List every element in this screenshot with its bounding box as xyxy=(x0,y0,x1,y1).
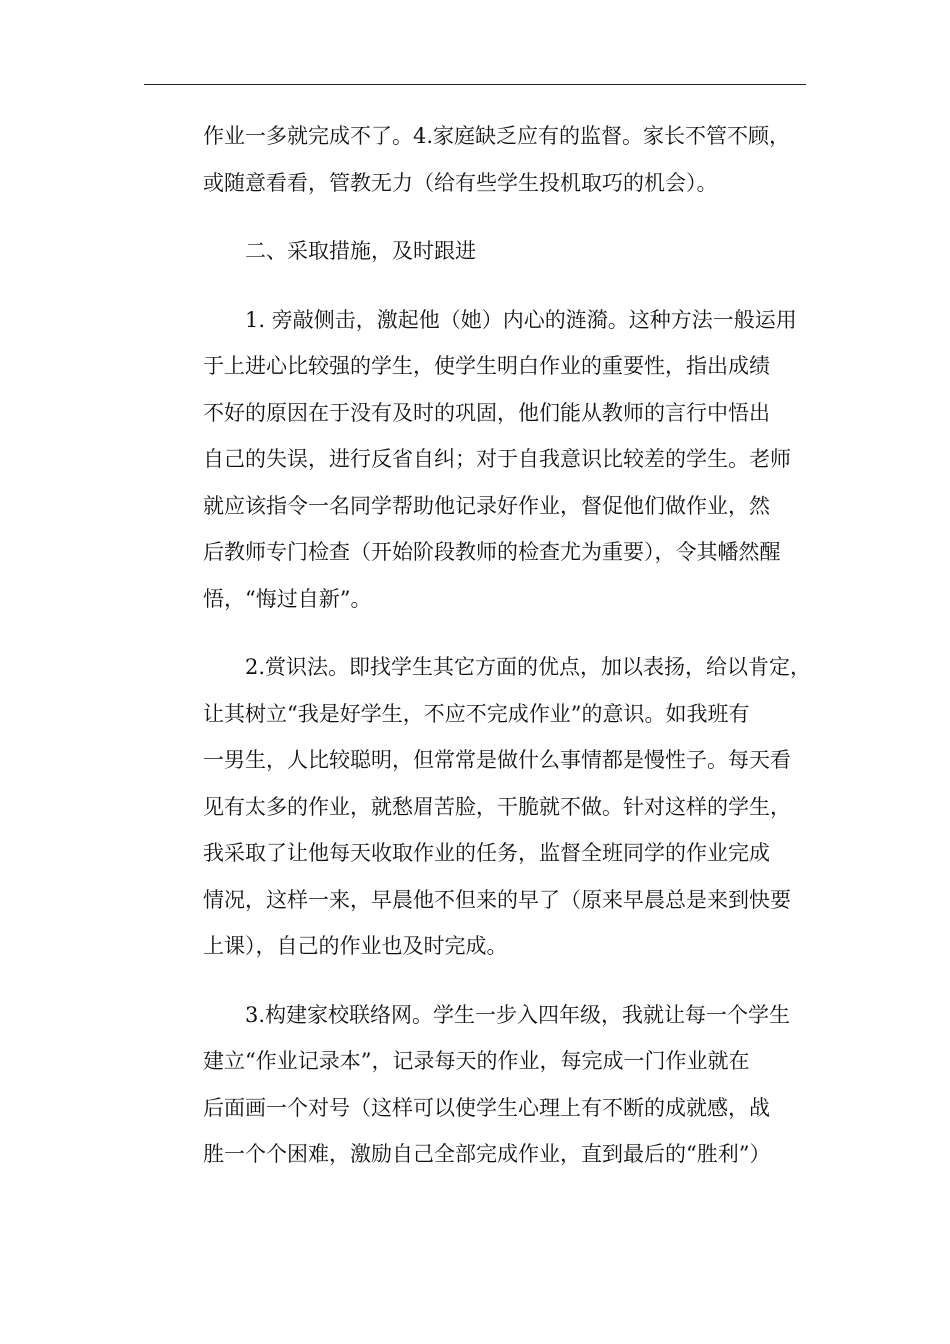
text-line: 自己的失误，进行反省自纠；对于自我意识比较差的学生。老师 xyxy=(203,447,791,471)
text-line: 让其树立“我是好学生，不应不完成作业”的意识。如我班有 xyxy=(203,701,750,726)
text-line: 作业一多就完成不了。4.家庭缺乏应有的监督。家长不管不顾， xyxy=(203,124,791,148)
text-line: 于上进心比较强的学生，使学生明白作业的重要性，指出成绩 xyxy=(203,354,770,378)
text-line: 胜一个个困难，激励自己全部完成作业，直到最后的“胜利”） xyxy=(203,1142,771,1166)
text-line: 就应该指令一名同学帮助他记录好作业，督促他们做作业，然 xyxy=(203,493,770,518)
text-line: 后面画一个对号（这样可以使学生心理上有不断的成就感，战 xyxy=(203,1095,770,1120)
text-line: 或随意看看，管教无力（给有些学生投机取巧的机会）。 xyxy=(203,170,718,195)
header-rule xyxy=(144,84,806,85)
text-line: 建立“作业记录本”，记录每天的作业，每完成一门作业就在 xyxy=(203,1049,750,1073)
text-line: 3.构建家校联络网。学生一步入四年级，我就让每一个学生 xyxy=(203,1002,791,1027)
paragraph-method-2 xyxy=(203,644,811,970)
text-line: 后教师专门检查（开始阶段教师的检查尤为重要），令其幡然醒 xyxy=(203,540,781,564)
text-line: 悟，“悔过自新”。 xyxy=(203,586,372,611)
text-line: 一男生，人比较聪明，但常常是做什么事情都是慢性子。每天看 xyxy=(203,748,791,772)
text-line: 2.赏识法。即找学生其它方面的优点，加以表扬，给以肯定， xyxy=(203,655,812,679)
text-line: 我采取了让他每天收取作业的任务，监督全班同学的作业完成 xyxy=(203,841,770,865)
heading-line: 二、采取措施，及时跟进 xyxy=(203,239,476,263)
text-line: 上课），自己的作业也及时完成。 xyxy=(203,934,508,958)
text-line: 见有太多的作业，就愁眉苦脸，干脆就不做。针对这样的学生， xyxy=(203,794,791,819)
paragraph-continuation xyxy=(203,113,811,206)
section-heading xyxy=(203,228,811,275)
paragraph-method-3 xyxy=(203,992,811,1178)
paragraph-method-1 xyxy=(203,297,811,623)
text-line: 情况，这样一来，早晨他不但来的早了（原来早晨总是来到快要 xyxy=(203,887,791,912)
document-body xyxy=(203,113,811,1178)
text-line: 1. 旁敲侧击，激起他（她）内心的涟漪。这种方法一般运用 xyxy=(203,307,797,332)
text-line: 不好的原因在于没有及时的巩固，他们能从教师的言行中悟出 xyxy=(203,400,770,425)
